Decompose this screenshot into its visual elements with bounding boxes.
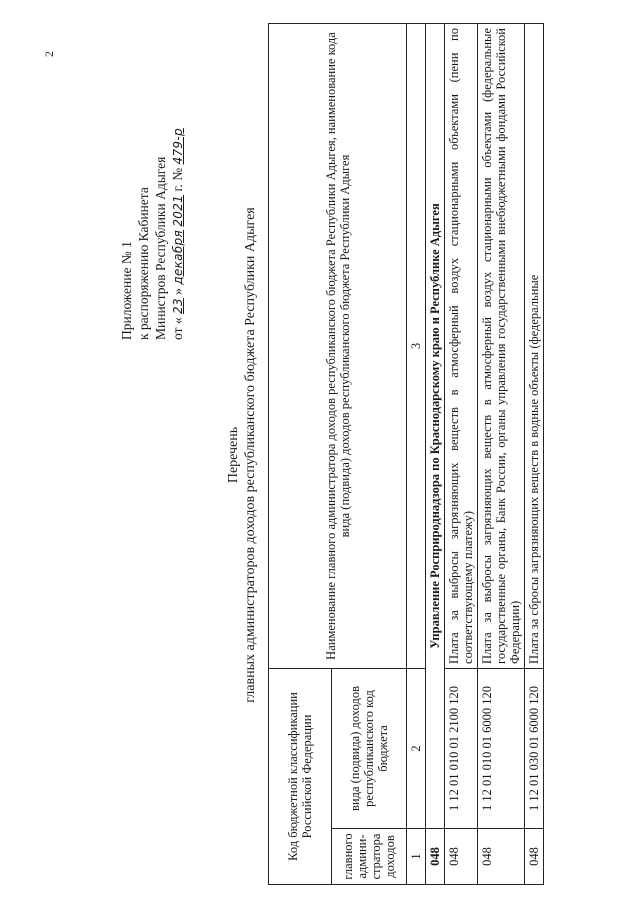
- column-number-1: 1: [407, 829, 426, 885]
- column-number-2: 2: [407, 668, 426, 828]
- table-header-row: [269, 24, 332, 885]
- table-row: [525, 24, 544, 885]
- row-income-code: 1 12 01 030 01 6000 120: [525, 668, 544, 828]
- row-admin-code: 048: [478, 829, 525, 885]
- date-mid: »: [170, 288, 185, 295]
- appendix-date-line: [169, 128, 187, 340]
- row-income-name: Плата за сбросы загрязняющих веществ в водные объекты (федеральные: [525, 24, 544, 669]
- column-number-3: 3: [407, 24, 426, 669]
- name-column-header: Наименование главного администратора доходов республиканского бюджета Республики Адыгея, наименование кода вида (подвида) доходов республиканского бюджета Республики Адыгея: [269, 24, 407, 669]
- date-year: 2021: [171, 194, 185, 227]
- row-income-name: Плата за выбросы загрязняющих веществ в атмосферный воздух стационарными объектами (пени по соответствующему платежу): [445, 24, 478, 669]
- row-admin-code: 048: [445, 829, 478, 885]
- section-row: [426, 24, 445, 885]
- table-row: [478, 24, 525, 885]
- order-number: 479-р: [171, 128, 185, 165]
- page-number: 2: [42, 51, 56, 57]
- column-numbers-row: [407, 24, 426, 885]
- row-income-code: 1 12 01 010 01 6000 120: [478, 668, 525, 828]
- section-admin-code: 048: [426, 829, 445, 885]
- title-line-2: главных администраторов доходов республиканского бюджета Республики Адыгея: [243, 207, 258, 703]
- table-row: [445, 24, 478, 885]
- appendix-line-3: Министров Республики Адыгея: [153, 156, 168, 340]
- date-year-suffix: г. №: [170, 167, 185, 192]
- budget-table: [268, 23, 544, 885]
- date-prefix: от «: [170, 317, 185, 340]
- section-title: Управление Росприроднадзора по Краснодарскому краю и Республике Адыгея: [426, 24, 445, 829]
- date-day: 23: [171, 298, 185, 315]
- appendix-block: [118, 128, 187, 340]
- admin-column-header: главного админи-стратора доходов: [332, 829, 407, 885]
- appendix-line-1: Приложение № 1: [119, 241, 134, 340]
- row-income-name: Плата за выбросы загрязняющих веществ в атмосферный воздух стационарными объектами (федеральные государственные органы, Банк России, органы управления государственными внебюджетными фондами Российской Федерации): [478, 24, 525, 669]
- document-title: [225, 105, 259, 805]
- appendix-line-2: к распоряжению Кабинета: [136, 187, 151, 340]
- row-admin-code: 048: [525, 829, 544, 885]
- income-column-header: вида (подвида) доходов республиканского код бюджета: [332, 668, 407, 828]
- row-income-code: 1 12 01 010 01 2100 120: [445, 668, 478, 828]
- code-group-header: Код бюджетной классификации Российской Федерации: [269, 668, 332, 884]
- date-month: декабря: [171, 230, 185, 285]
- title-line-1: Перечень: [226, 426, 241, 484]
